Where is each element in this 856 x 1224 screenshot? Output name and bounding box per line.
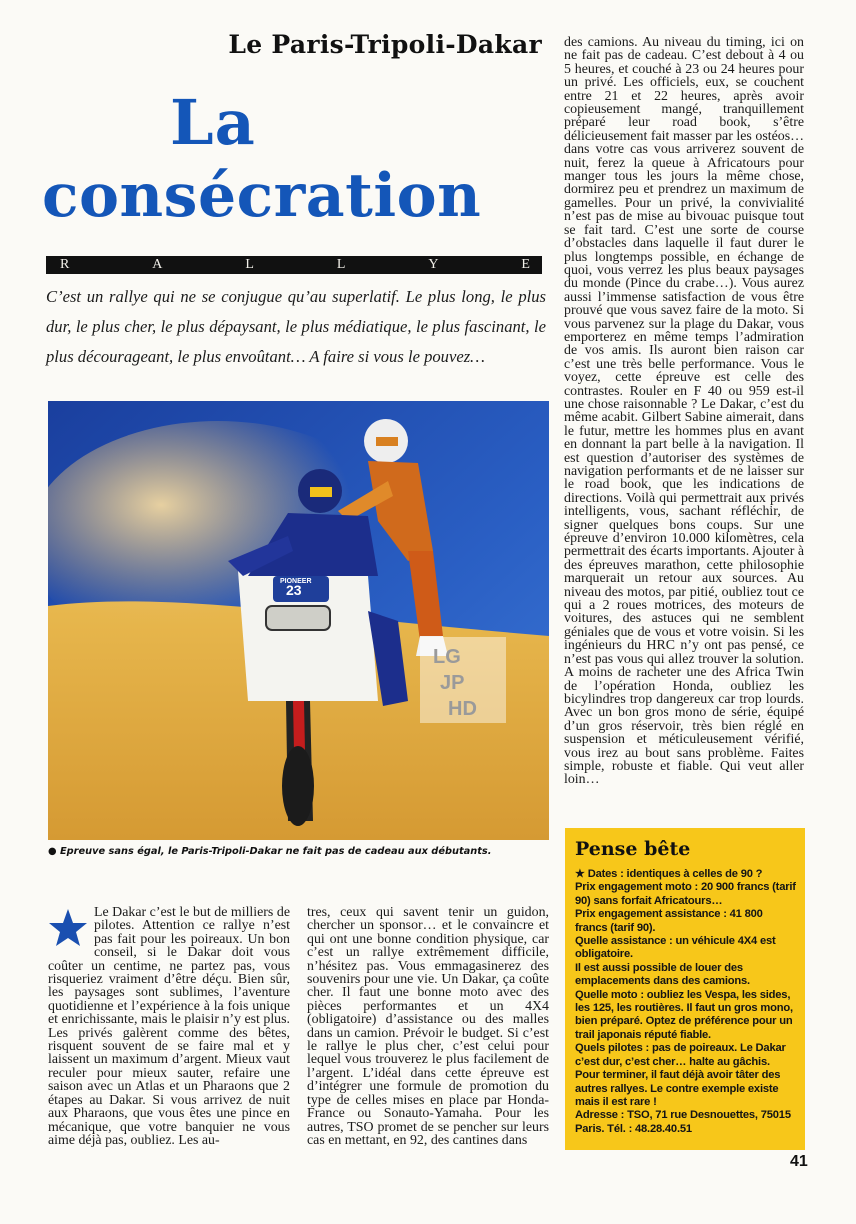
info-box	[565, 828, 805, 1150]
svg-text:23: 23	[286, 582, 302, 598]
rubric-letter: L	[245, 257, 254, 272]
info-box-line: ★ Dates : identiques à celles de 90 ?	[575, 868, 763, 880]
article-title-line-2: consécration	[42, 161, 482, 231]
lede-paragraph: C’est un rallye qui ne se conjugue qu’au superlatif. Le plus long, le plus dur, le plus cher, le plus dépaysant, le plus médiatique, le plus fascinant, le plus décourageant, le plus envoûtant… A faire si vous le pouvez…	[46, 287, 546, 366]
info-box-line: Quelle assistance : un véhicule 4X4 est obligatoire.	[575, 935, 776, 961]
info-box-line: Quelle moto : oubliez les Vespa, les sides, les 125, les routières. Il faut un gros mono, bien préparé. Optez de préférence pour un trail japonais réputé fiable.	[575, 988, 793, 1041]
info-box-line: Quels pilotes : pas de poireaux. Le Dakar c’est dur, c’est cher… halte au gâchis. Pour terminer, il faut déjà avoir tâter des autres rallyes. Le contre exemple existe mais il est rare !	[575, 1042, 786, 1108]
rubric-letter: A	[152, 257, 163, 272]
article-column-b: tres, ceux qui savent tenir un guidon, chercher un sponsor… et le convaincre et qui ont une bonne condition physique, car c’est un rallye extrêmement difficile, n’hésitez pas. Vous emmagasinerez des souvenirs pour une vie. Un Dakar, ça coûte cher. Il faut une bonne moto avec des pièces performantes et un 4X4 (obligatoire) d’assistance ou des malles dans un camion. Prévoir le budget. Si c’est le rallye le plus cher, c’est celui pour lequel vous trouverez le plus facilement de l’argent. L’idéal dans cette épreuve est d’intégrer une formule de promotion du type de celles mises en place par Honda-France ou Sonauto-Yamaha. Pour les autres, TSO promet de se pencher sur leurs cas en mettant, en 92, des cantines dans	[307, 905, 549, 1148]
svg-text:JP: JP	[440, 672, 465, 694]
rubric-letter: R	[60, 257, 70, 272]
info-box-line: Il est aussi possible de louer des emplacements dans des camions.	[575, 961, 750, 988]
svg-text:LG: LG	[433, 646, 461, 668]
rubric-bar	[46, 256, 542, 274]
rally-photo	[48, 401, 549, 840]
info-box-line: Prix engagement assistance : 41 800 francs (tarif 90).	[575, 908, 763, 934]
info-box-line: Prix engagement moto : 20 900 francs (tarif 90) sans forfait Africatours…	[575, 881, 796, 907]
info-box-title: Pense bête	[575, 838, 691, 860]
photo-caption: ● Epreuve sans égal, le Paris-Tripoli-Dakar ne fait pas de cadeau aux débutants.	[48, 846, 492, 857]
article-supertitle: Le Paris-Tripoli-Dakar	[228, 30, 542, 59]
info-box-line: Adresse : TSO, 71 rue Desnouettes, 75015 Paris. Tél. : 48.28.40.51	[575, 1109, 791, 1135]
rubric-letter: E	[521, 257, 530, 272]
svg-text:PIONEER: PIONEER	[280, 578, 312, 585]
article-column-a	[48, 906, 290, 1147]
rally-photo-illustration	[48, 401, 549, 840]
page-number: 41	[790, 1153, 808, 1170]
rubric-letter: Y	[428, 257, 439, 272]
article-column-right: des camions. Au niveau du timing, ici on ne fait pas de cadeau. C’est debout à 4 ou 5 heures, et couché à 23 ou 24 heures pour un privé. Les officiels, eux, se couchent entre 21 et 22 heures, après avoir copieusement mangé, tranquillement préparé leur road book, s’être délicieusement fait masser par les ostéos… dans votre cas vous arriverez souvent de nuit, ferez la queue à Africatours pour manger tous les jours la même chose, dormirez peu et prendrez un maximum de gamelles. Pour un privé, la convivialité n’est pas de mise au bivouac puisque tout se fait tard. C’est une sorte de course d’obstacles dans laquelle il faut durer le plus longtemps possible, en échange de quoi, vous verrez les plus beaux paysages du monde (Pince du crabe…). Vous aurez aussi l’immense satisfaction de vous être prouvé que vous savez faire de la moto. Si vous parvenez sur la plage du Dakar, vous emporterez en même temps l’admiration de vos amis. Ils auront bien raison car c’est une très belle performance. Vous le voyez, cette épreuve est celle des contrastes. Rouler en F 40 ou 959 est-il une chose raisonnable ? Le Dakar, c’est du même acabit. Gilbert Sabine aimerait, dans le futur, mettre les hommes plus en avant en donnant la part belle à la navigation. Il est question d’autoriser des systèmes de navigation performants et de ne laisser sur le road book, que les indications de directions. Voilà qui permettrait aux privés intelligents, vous, sachant réfléchir, de signer quelques bons coups. Sur une épreuve d’environ 10.000 kilomètres, cela permettrait des écarts importants. Ajouter à des épreuves marathon, cette philosophie marquerait un retour aux sources. Au niveau des motos, par pitié, oubliez tout ce qui a 2 roues motrices, des moteurs de voitures, des astuces qui ne semblent géniales que de vous et votre voisin. Si les ingénieurs du HRC n’y ont pas pensé, ce n’est pas vous qui allez trouver la solution. A moins de racheter une des Africa Twin de l’opération Honda, oubliez les bicylindres trop dangereux car trop lourds. Avec un bon gros mono de série, équipé d’un gros réservoir, très bien réglé en suspension et méticuleusement vérifié, vous irez au bout sans problème. Faites simple, robuste et fiable. Qui veut aller loin…	[564, 35, 804, 788]
article-column-a-text: Le Dakar c’est le but de milliers de pilotes. Attention ce rallye n’est pas fait pour les poireaux. Un bon conseil, si le Dakar doit vous coûter un centime, ne partez pas, vous risqueriez vraiment d’être déçu. Bien sûr, les paysages sont sublimes, l’aventure quotidienne et l’expérience à la fois unique et enrichissante, mais le plaisir n’y est plus. Les privés galèrent comme des bêtes, risquent souvent de se faire mal et y laissent un maximum d’argent. Mieux vaut reculer pour mieux sauter, refaire une saison avec un Atlas et un Pharaons que 2 étapes au Dakar. Si vous arrivez de nuit aux Pharaons, que vous êtes une pince en mécanique, que votre banquier ne vous aime déjà pas, oubliez. Les au-	[48, 905, 290, 1148]
svg-text:HD: HD	[448, 698, 477, 720]
star-icon	[48, 908, 88, 948]
article-title-line-1: La	[170, 86, 256, 159]
info-box-body	[575, 868, 797, 1136]
rubric-letter: L	[336, 257, 346, 272]
